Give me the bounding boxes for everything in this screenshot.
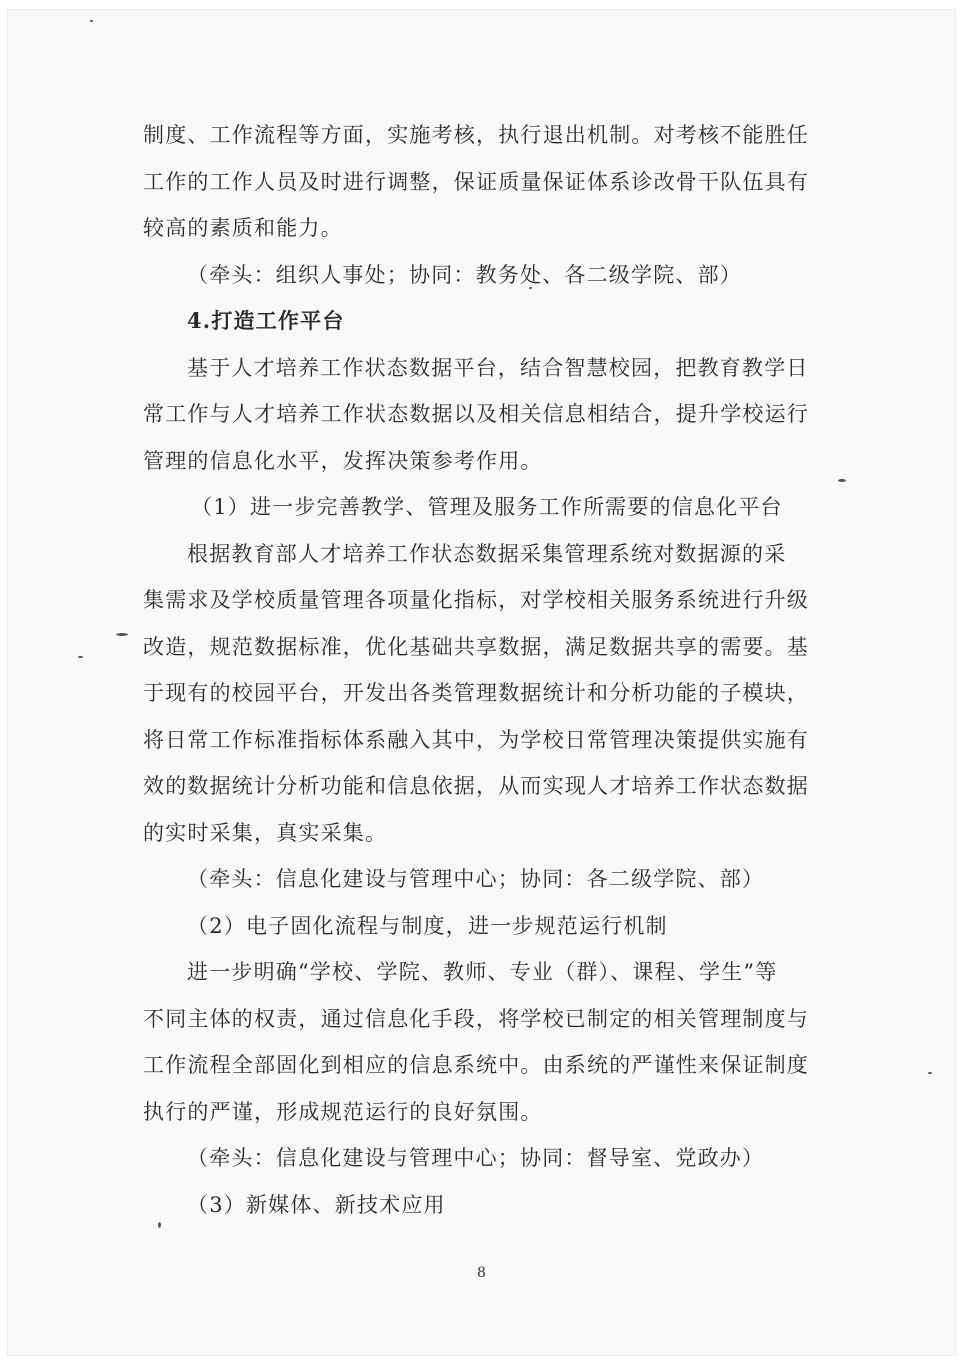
scan-speck: [116, 633, 128, 636]
scan-speck: [90, 20, 93, 22]
text-line-13: 于现有的校园平台，开发出各类管理数据统计和分析功能的子模块，: [143, 681, 809, 705]
document-page: [8, 10, 955, 1355]
text-line-12: 改造，规范数据标准，优化基础共享数据，满足数据共享的需要。基: [143, 634, 809, 659]
text-line-16: 的实时采集，真实采集。: [143, 820, 388, 845]
section-heading: 4.打造工作平台: [187, 308, 345, 333]
text-line-1: 制度、工作流程等方面，实施考核，执行退出机制。对考核不能胜任: [143, 123, 809, 147]
text-line-14: 将日常工作标准指标体系融入其中，为学校日常管理决策提供实施有: [143, 727, 809, 752]
scan-speck: [928, 1072, 932, 1074]
responsibility-note-1: （牵头：组织人事处；协同：教务处、各二级学院、部）: [187, 262, 742, 287]
text-line-19: 进一步明确“学校、学院、教师、专业（群）、课程、学生”等: [187, 960, 778, 984]
responsibility-note-3: （牵头：信息化建设与管理中心；协同：督导室、党政办）: [187, 1146, 765, 1170]
subsection-heading-2: （2）电子固化流程与制度，进一步规范运行机制: [187, 913, 668, 938]
page-number: 8: [477, 1265, 486, 1281]
subsection-heading-3: （3）新媒体、新技术应用: [187, 1192, 446, 1217]
text-line-2: 工作的工作人员及时进行调整，保证质量保证体系诊改骨干队伍具有: [143, 169, 809, 194]
text-line-21: 工作流程全部固化到相应的信息系统中。由系统的严谨性来保证制度: [143, 1053, 809, 1077]
text-line-3: 较高的素质和能力。: [143, 216, 343, 240]
text-line-15: 效的数据统计分析功能和信息依据，从而实现人才培养工作状态数据: [143, 774, 809, 798]
text-line-7: 常工作与人才培养工作状态数据以及相关信息相结合，提升学校运行: [143, 402, 809, 426]
text-line-20: 不同主体的权责，通过信息化手段，将学校已制定的相关管理制度与: [143, 1006, 809, 1031]
text-line-8: 管理的信息化水平，发挥决策参考作用。: [143, 448, 543, 473]
scan-speck: [158, 1222, 161, 1228]
scan-speck: [529, 287, 532, 289]
text-line-11: 集需求及学校质量管理各项量化指标，对学校相关服务系统进行升级: [143, 588, 809, 612]
text-line-22: 执行的严谨，形成规范运行的良好氛围。: [143, 1099, 543, 1124]
scan-speck: [838, 479, 846, 482]
document-body: [143, 112, 815, 1228]
subsection-heading-1: （1）进一步完善教学、管理及服务工作所需要的信息化平台: [191, 495, 783, 519]
scan-speck: [78, 656, 83, 658]
text-line-10: 根据教育部人才培养工作状态数据采集管理系统对数据源的采: [187, 541, 787, 566]
responsibility-note-2: （牵头：信息化建设与管理中心；协同：各二级学院、部）: [187, 867, 765, 891]
text-line-6: 基于人才培养工作状态数据平台，结合智慧校园，把教育教学日: [187, 355, 809, 380]
